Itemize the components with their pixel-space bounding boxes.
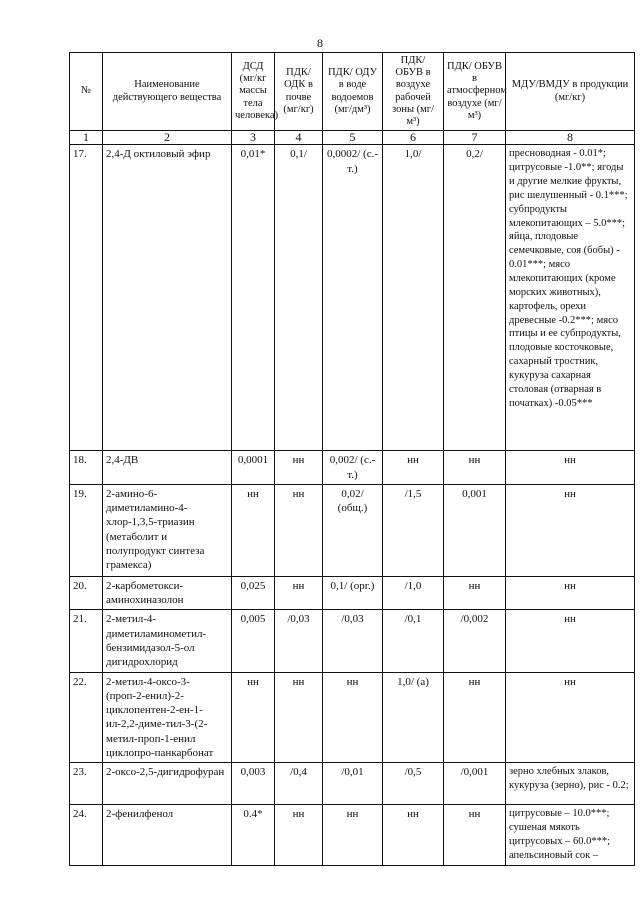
col-header-work-air: ПДК/ ОБУВ в воздухе рабочей зоны (мг/м³) xyxy=(383,53,444,131)
dsd-value: 0.4* xyxy=(232,805,275,865)
table-row xyxy=(70,145,635,451)
col-header-atm-air: ПДК/ ОБУВ в атмосферном воздухе (мг/м³) xyxy=(444,53,506,131)
table-row xyxy=(70,451,635,485)
mdu-value: цитрусовые – 10.0***; сушеная мякоть цитрусовых – 60.0***; апельсиновый сок – xyxy=(506,805,635,865)
table-row xyxy=(70,763,635,805)
dsd-value: нн xyxy=(232,484,275,576)
mdu-value: нн xyxy=(506,576,635,610)
dsd-value: 0,01* xyxy=(232,145,275,451)
header-row xyxy=(70,53,635,131)
water-value: 0,0002/ (с.-т.) xyxy=(323,145,383,451)
row-number: 20. xyxy=(70,576,103,610)
col-header-dsd: ДСД (мг/кг массы тела человека) xyxy=(232,53,275,131)
column-number: 6 xyxy=(383,131,444,145)
row-number: 22. xyxy=(70,672,103,763)
soil-value: нн xyxy=(275,451,323,485)
column-number: 4 xyxy=(275,131,323,145)
atm-air-value: /0,001 xyxy=(444,763,506,805)
water-value: нн xyxy=(323,672,383,763)
atm-air-value: нн xyxy=(444,805,506,865)
substance-name: 2-метил-4-оксо-3-(проп-2-енил)-2-циклопентен-2-ен-1-ил-2,2-диме-тил-3-(2-метил-проп-1-енил циклопро-панкарбонат xyxy=(103,672,232,763)
mdu-value: нн xyxy=(506,672,635,763)
dsd-value: нн xyxy=(232,672,275,763)
column-number: 3 xyxy=(232,131,275,145)
column-number: 1 xyxy=(70,131,103,145)
atm-air-value: нн xyxy=(444,451,506,485)
dsd-value: 0,005 xyxy=(232,610,275,672)
water-value: 0,02/ (общ.) xyxy=(323,484,383,576)
col-header-mdu: МДУ/ВМДУ в продукции (мг/кг) xyxy=(506,53,635,131)
col-header-number: № xyxy=(70,53,103,131)
table-row xyxy=(70,576,635,610)
soil-value: нн xyxy=(275,484,323,576)
column-number: 7 xyxy=(444,131,506,145)
dsd-value: 0,003 xyxy=(232,763,275,805)
work-air-value: /0,5 xyxy=(383,763,444,805)
soil-value: нн xyxy=(275,576,323,610)
dsd-value: 0,0001 xyxy=(232,451,275,485)
soil-value: нн xyxy=(275,805,323,865)
page-number: 8 xyxy=(317,36,323,50)
substances-table xyxy=(69,52,635,866)
work-air-value: нн xyxy=(383,451,444,485)
water-value: /0,03 xyxy=(323,610,383,672)
atm-air-value: 0,001 xyxy=(444,484,506,576)
substance-name: 2-оксо-2,5-дигидрофуран xyxy=(103,763,232,805)
table-row xyxy=(70,610,635,672)
substance-name: 2-амино-6-диметиламино-4-хлор-1,3,5-триазин (метаболит и полупродукт синтеза грамекса) xyxy=(103,484,232,576)
work-air-value: /1,0 xyxy=(383,576,444,610)
row-number: 21. xyxy=(70,610,103,672)
mdu-value: пресноводная - 0.01*; цитрусовые -1.0**; ягоды и другие мелкие фрукты, рис шелушенный - 0.1***; субпродукты млекопитающих – 5.0***; яйца, плодовые семечковые, соя (бобы) - 0.01***; мясо млекопитающих (кроме морских животных), картофель, орехи древесные -0.2***; мясо птицы и ее субпродукты, плодовые косточковые, сахарный тростник, кукуруза сахарная столовая (отварная в початках) -0.05*** xyxy=(506,145,635,451)
soil-value: /0,03 xyxy=(275,610,323,672)
column-number: 8 xyxy=(506,131,635,145)
soil-value: 0,1/ xyxy=(275,145,323,451)
table-row xyxy=(70,805,635,865)
dsd-value: 0,025 xyxy=(232,576,275,610)
atm-air-value: нн xyxy=(444,576,506,610)
row-number: 19. xyxy=(70,484,103,576)
col-header-soil: ПДК/ ОДК в почве (мг/кг) xyxy=(275,53,323,131)
row-number: 23. xyxy=(70,763,103,805)
atm-air-value: нн xyxy=(444,672,506,763)
substance-name: 2-метил-4-диметиламинометил-бензимидазол-5-ол дигидрохлорид xyxy=(103,610,232,672)
substance-name: 2-карбометокси-аминохиназолон xyxy=(103,576,232,610)
water-value: нн xyxy=(323,805,383,865)
substance-name: 2,4-Д октиловый эфир xyxy=(103,145,232,451)
work-air-value: /1,5 xyxy=(383,484,444,576)
table-row xyxy=(70,484,635,576)
work-air-value: 1,0/ (а) xyxy=(383,672,444,763)
substance-name: 2,4-ДВ xyxy=(103,451,232,485)
column-number-row xyxy=(70,131,635,145)
row-number: 17. xyxy=(70,145,103,451)
row-number: 24. xyxy=(70,805,103,865)
mdu-value: нн xyxy=(506,484,635,576)
col-header-water: ПДК/ ОДУ в воде водоемов (мг/дм³) xyxy=(323,53,383,131)
atm-air-value: 0,2/ xyxy=(444,145,506,451)
column-number: 5 xyxy=(323,131,383,145)
atm-air-value: /0,002 xyxy=(444,610,506,672)
substance-name: 2-фенилфенол xyxy=(103,805,232,865)
water-value: /0,01 xyxy=(323,763,383,805)
work-air-value: 1,0/ xyxy=(383,145,444,451)
work-air-value: /0,1 xyxy=(383,610,444,672)
soil-value: /0,4 xyxy=(275,763,323,805)
mdu-value: нн xyxy=(506,610,635,672)
water-value: 0,1/ (орг.) xyxy=(323,576,383,610)
mdu-value: нн xyxy=(506,451,635,485)
water-value: 0,002/ (с.-т.) xyxy=(323,451,383,485)
table-row xyxy=(70,672,635,763)
column-number: 2 xyxy=(103,131,232,145)
work-air-value: нн xyxy=(383,805,444,865)
col-header-substance: Наименование действующего вещества xyxy=(103,53,232,131)
mdu-value: зерно хлебных злаков, кукуруза (зерно), рис - 0.2; xyxy=(506,763,635,805)
row-number: 18. xyxy=(70,451,103,485)
soil-value: нн xyxy=(275,672,323,763)
